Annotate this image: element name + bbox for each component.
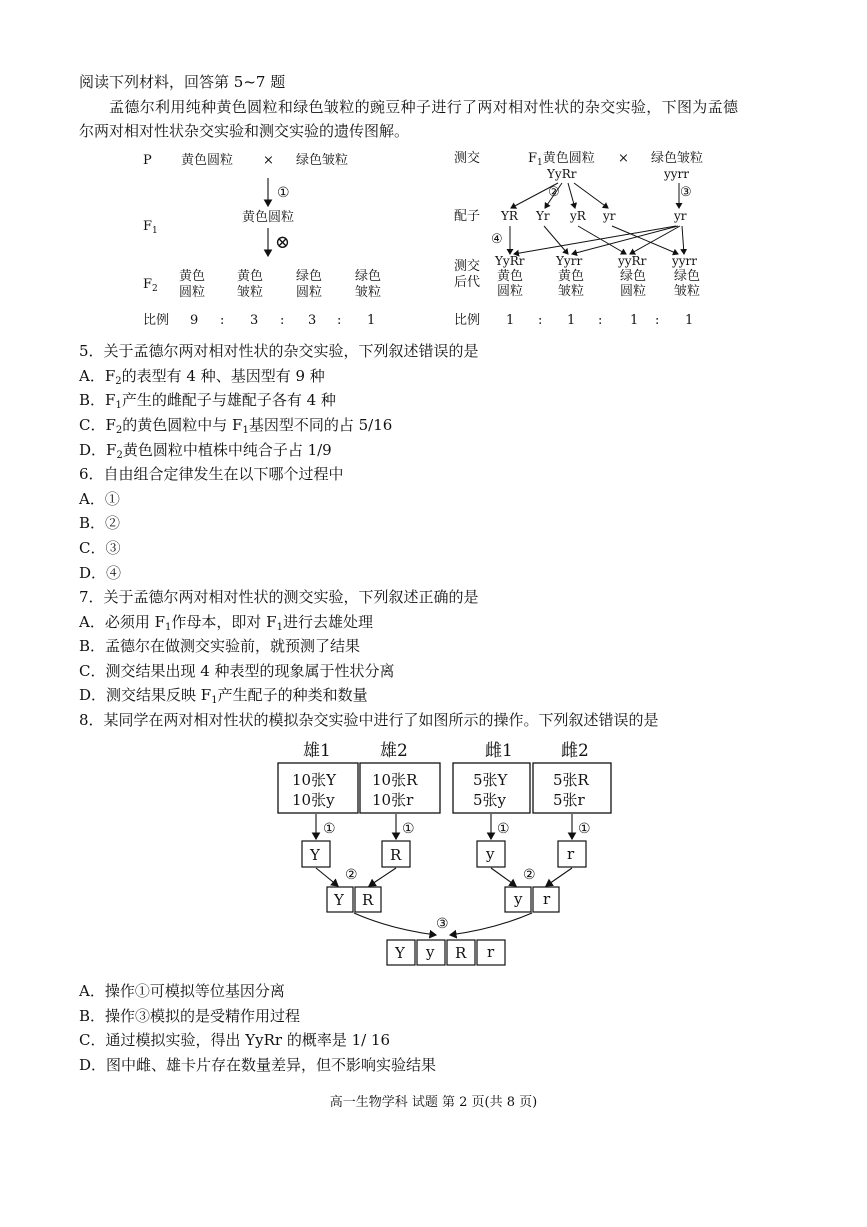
q6-option-a[interactable]: A．① bbox=[79, 490, 120, 508]
offspring-4-geno: yyrr bbox=[672, 254, 698, 268]
self-cross-symbol: ⊗ bbox=[275, 232, 291, 253]
testcross-ratio-4: 1 bbox=[685, 313, 694, 328]
testcross-ratio-sep-3: : bbox=[655, 313, 660, 328]
testcross-step4-marker: ④ bbox=[491, 232, 503, 247]
step1-marker: ① bbox=[277, 185, 290, 201]
male1-line2: 10张y bbox=[292, 791, 335, 809]
female1-line2: 5张y bbox=[473, 791, 507, 809]
page-footer: 高一生物学科 试题 第 2 页(共 8 页) bbox=[329, 1095, 538, 1110]
op1-marker-2: ① bbox=[402, 821, 415, 837]
q7-option-b[interactable]: B．孟德尔在做测交实验前，就预测了结果 bbox=[79, 637, 361, 655]
q7-option-c[interactable]: C．测交结果出现 4 种表型的现象属于性状分离 bbox=[79, 662, 395, 680]
pick-text-r: r bbox=[567, 845, 575, 863]
final-text-4: r bbox=[487, 943, 495, 961]
gamete-yR: yR bbox=[570, 209, 586, 223]
f2-pheno-2-a: 黄色 bbox=[237, 269, 264, 284]
offspring-3-geno: yyRr bbox=[618, 254, 647, 268]
ratio-sep-3: : bbox=[337, 313, 342, 328]
f1-phenotype: 黄色圆粒 bbox=[242, 210, 295, 225]
male1-line1: 10张Y bbox=[292, 771, 336, 789]
testcross-diagram bbox=[448, 148, 718, 333]
gamete-yr: yr bbox=[603, 209, 616, 223]
f2-pheno-2-b: 皱粒 bbox=[237, 285, 264, 300]
box-label-male1: 雄1 bbox=[303, 741, 331, 761]
ratio-value-4: 1 bbox=[367, 313, 376, 328]
q5-option-b[interactable]: B．$F_1$产生的雌配子与雄配子各有 4 种 bbox=[79, 391, 336, 411]
female1-line1: 5张Y bbox=[473, 771, 508, 789]
q7-option-a[interactable]: A．必须用 $F_1$作母本，即对 $F_1$进行去雄处理 bbox=[79, 613, 373, 633]
ratio-value-2: 3 bbox=[250, 313, 259, 328]
testcross-cross-symbol: × bbox=[618, 151, 629, 166]
q5-option-c[interactable]: C．$F_2$的黄色圆粒中与 $F_1$基因型不同的占 5/16 bbox=[79, 416, 393, 436]
f2-pheno-4-b: 皱粒 bbox=[355, 285, 382, 300]
gamete-Yr: Yr bbox=[536, 209, 550, 223]
simulation-diagram bbox=[270, 735, 620, 970]
gamete-YR: YR bbox=[501, 209, 518, 223]
q6-stem: 6．自由组合定律发生在以下哪个过程中 bbox=[79, 465, 344, 483]
intro-paragraph-line2: 尔两对相对性状杂交实验和测交实验的遗传图解。 bbox=[79, 122, 410, 140]
box-label-female1: 雌1 bbox=[485, 741, 513, 761]
box-label-male2: 雄2 bbox=[380, 741, 408, 761]
q7-stem: 7．关于孟德尔两对相对性状的测交实验，下列叙述正确的是 bbox=[79, 588, 479, 606]
q8-stem: 8．某同学在两对相对性状的模拟杂交实验中进行了如图所示的操作。下列叙述错误的是 bbox=[79, 711, 659, 729]
ratio-value-1: 9 bbox=[190, 313, 199, 328]
q5-option-d[interactable]: D．$F_2$黄色圆粒中植株中纯合子占 1/9 bbox=[79, 441, 332, 461]
offspring-1-pheno-a: 黄色 bbox=[497, 269, 524, 284]
offspring-3-pheno-a: 绿色 bbox=[620, 269, 647, 284]
op3-marker: ③ bbox=[436, 916, 449, 932]
q8-option-b[interactable]: B．操作③模拟的是受精作用过程 bbox=[79, 1007, 301, 1025]
p-parent2: 绿色皱粒 bbox=[296, 153, 349, 168]
q5-stem: 5．关于孟德尔两对相对性状的杂交实验，下列叙述错误的是 bbox=[79, 342, 479, 360]
final-text-2: y bbox=[426, 943, 435, 961]
cross-symbol: × bbox=[263, 153, 274, 168]
offspring-4-pheno-a: 绿色 bbox=[674, 269, 701, 284]
offspring-2-geno: Yyrr bbox=[556, 254, 583, 268]
female2-line2: 5张r bbox=[553, 791, 585, 809]
ratio-sep-2: : bbox=[280, 313, 285, 328]
testcross-ratio-sep-2: : bbox=[598, 313, 603, 328]
ratio-sep-1: : bbox=[220, 313, 225, 328]
cross-diagram bbox=[130, 148, 430, 333]
offspring-3-pheno-b: 圆粒 bbox=[620, 284, 647, 299]
intro-heading: 阅读下列材料，回答第 5~7 题 bbox=[79, 73, 286, 91]
f2-pheno-3-b: 圆粒 bbox=[296, 285, 323, 300]
testcross-title: 测交 bbox=[454, 151, 481, 166]
p-parent1: 黄色圆粒 bbox=[181, 153, 234, 168]
intro-paragraph-line1: 孟德尔利用纯种黄色圆粒和绿色皱粒的豌豆种子进行了两对相对性状的杂交实验，下图为孟德 bbox=[109, 98, 739, 116]
pair-left-text-1: Y bbox=[334, 891, 344, 909]
pair-right-text-1: y bbox=[514, 890, 523, 908]
f2-pheno-3-a: 绿色 bbox=[296, 269, 323, 284]
offspring-label-2: 后代 bbox=[454, 275, 481, 290]
female2-line1: 5张R bbox=[553, 771, 589, 789]
f1-label: $F_1$ bbox=[143, 219, 158, 236]
testcross-f1-pheno: $F_1$黄色圆粒 bbox=[528, 151, 595, 168]
pick-text-Y: Y bbox=[310, 846, 320, 864]
op2-marker-right: ② bbox=[523, 867, 536, 883]
offspring-1-pheno-b: 圆粒 bbox=[497, 284, 524, 299]
offspring-2-pheno-b: 皱粒 bbox=[558, 284, 585, 299]
testcross-step2-marker: ② bbox=[548, 185, 560, 200]
f2-pheno-1-a: 黄色 bbox=[179, 269, 206, 284]
offspring-label-1: 测交 bbox=[454, 259, 481, 274]
pair-left-text-2: R bbox=[362, 891, 374, 909]
f2-pheno-4-a: 绿色 bbox=[355, 269, 382, 284]
op2-marker-left: ② bbox=[345, 867, 358, 883]
q6-option-d[interactable]: D．④ bbox=[79, 564, 122, 582]
pair-right-text-2: r bbox=[543, 890, 551, 908]
testcross-ratio-2: 1 bbox=[567, 313, 576, 328]
offspring-2-pheno-a: 黄色 bbox=[558, 269, 585, 284]
testcross-f1-genotype: YyRr bbox=[547, 167, 577, 181]
offspring-4-pheno-b: 皱粒 bbox=[674, 284, 701, 299]
final-text-1: Y bbox=[395, 944, 405, 962]
q6-option-c[interactable]: C．③ bbox=[79, 539, 121, 557]
pick-text-y: y bbox=[486, 845, 495, 863]
q5-option-a[interactable]: A．$F_2$的表型有 4 种、基因型有 9 种 bbox=[79, 367, 325, 387]
q8-option-c[interactable]: C．通过模拟实验，得出 YyRr 的概率是 1/ 16 bbox=[79, 1031, 391, 1049]
testcross-ratio-label: 比例 bbox=[454, 313, 481, 328]
testcross-step3-marker: ③ bbox=[680, 185, 692, 200]
q8-option-d[interactable]: D．图中雌、雄卡片存在数量差异，但不影响实验结果 bbox=[79, 1056, 437, 1074]
ratio-label: 比例 bbox=[143, 313, 170, 328]
f2-label: $F_2$ bbox=[143, 277, 158, 294]
op1-marker-4: ① bbox=[578, 821, 591, 837]
box-label-female2: 雌2 bbox=[561, 741, 589, 761]
offspring-1-geno: YyRr bbox=[495, 254, 525, 268]
testcross-ratio-sep-1: : bbox=[538, 313, 543, 328]
testcross-ratio-1: 1 bbox=[506, 313, 515, 328]
testcross-other-genotype: yyrr bbox=[664, 167, 690, 181]
final-text-3: R bbox=[455, 944, 467, 962]
offspring-list bbox=[494, 254, 700, 299]
testcross-other-pheno: 绿色皱粒 bbox=[651, 151, 704, 166]
other-gamete-yr: yr bbox=[674, 209, 687, 223]
q7-option-d[interactable]: D．测交结果反映 $F_1$产生配子的种类和数量 bbox=[79, 686, 368, 706]
q6-option-b[interactable]: B．② bbox=[79, 514, 121, 532]
ratio-value-3: 3 bbox=[308, 313, 317, 328]
op1-marker-1: ① bbox=[323, 821, 336, 837]
f2-pheno-1-b: 圆粒 bbox=[179, 285, 206, 300]
p-generation-label: P bbox=[143, 153, 152, 168]
op1-marker-3: ① bbox=[497, 821, 510, 837]
male2-line1: 10张R bbox=[372, 771, 418, 789]
q8-option-a[interactable]: A．操作①可模拟等位基因分离 bbox=[79, 982, 285, 1000]
testcross-ratio-3: 1 bbox=[630, 313, 639, 328]
pick-text-R: R bbox=[390, 846, 402, 864]
gamete-label: 配子 bbox=[454, 209, 481, 224]
male2-line2: 10张r bbox=[372, 791, 414, 809]
f2-phenotypes bbox=[179, 269, 381, 300]
